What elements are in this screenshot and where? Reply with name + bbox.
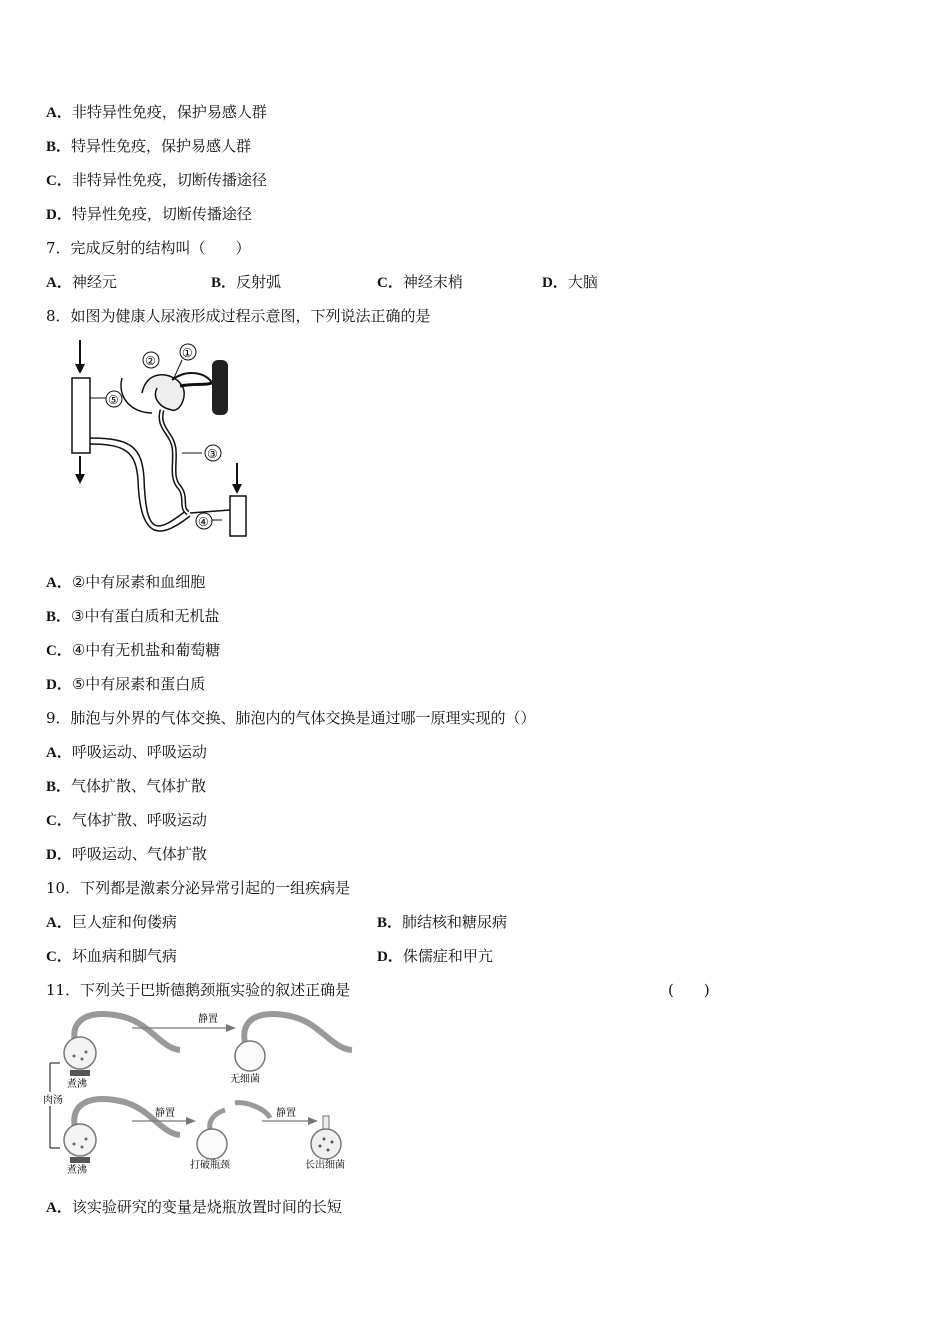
bacteria-grow-label: 长出细菌 [305, 1160, 345, 1171]
option-letter: C． [46, 643, 72, 659]
boil-label-bottom: 煮沸 [67, 1165, 87, 1176]
option-text: 呼吸运动、气体扩散 [71, 845, 207, 863]
option-letter: A． [46, 105, 72, 121]
q9-option-a[interactable] [46, 742, 207, 763]
option-letter: B． [46, 139, 72, 155]
option-text: 该实验研究的变量是烧瓶放置时间的长短 [71, 1198, 342, 1216]
q9-stem: 9．肺泡与外界的气体交换、肺泡内的气体交换是通过哪一原理实现的（） [46, 709, 536, 727]
option-letter: C． [46, 949, 72, 965]
option-text: 特异性免疫，保护易感人群 [71, 137, 252, 155]
q7-option-b[interactable] [211, 272, 281, 293]
option-letter: C． [377, 275, 403, 291]
option-text: ⑤中有尿素和蛋白质 [71, 675, 206, 693]
option-letter: B． [211, 275, 237, 291]
option-text: 非特异性免疫，保护易感人群 [71, 103, 267, 121]
q6-option-a[interactable] [46, 102, 267, 123]
q10-stem: 10．下列都是激素分泌异常引起的一组疾病是 [46, 879, 351, 897]
option-letter: A． [46, 745, 72, 761]
q10-option-d[interactable] [377, 946, 493, 967]
q7-option-c[interactable] [377, 272, 463, 293]
option-letter: C． [46, 813, 72, 829]
q9-option-c[interactable] [46, 810, 207, 831]
nephron-diagram [62, 338, 262, 543]
label-2: ② [145, 354, 156, 368]
q9-option-b[interactable] [46, 776, 206, 797]
option-text: 非特异性免疫，切断传播途径 [71, 171, 267, 189]
option-text: 反射弧 [236, 273, 282, 291]
q8-option-d[interactable] [46, 674, 205, 695]
q6-option-b[interactable] [46, 136, 251, 157]
q8-option-c[interactable] [46, 640, 220, 661]
option-text: ③中有蛋白质和无机盐 [71, 607, 220, 625]
option-letter: A． [46, 275, 72, 291]
label-5: ⑤ [108, 393, 119, 407]
q9-option-d[interactable] [46, 844, 207, 865]
label-3: ③ [207, 447, 218, 461]
option-text: 气体扩散、呼吸运动 [71, 811, 207, 829]
option-text: 大脑 [567, 273, 598, 291]
option-letter: A． [46, 915, 72, 931]
option-letter: A． [46, 575, 72, 591]
option-letter: C． [46, 173, 72, 189]
q7-option-a[interactable] [46, 272, 117, 293]
q10-option-b[interactable] [377, 912, 507, 933]
option-text: 侏儒症和甲亢 [402, 947, 493, 965]
q8-option-a[interactable] [46, 572, 205, 593]
option-letter: D． [542, 275, 568, 291]
option-letter: D． [377, 949, 403, 965]
option-letter: A． [46, 1200, 72, 1216]
option-text: ④中有无机盐和葡萄糖 [71, 641, 221, 659]
option-text: 呼吸运动、呼吸运动 [71, 743, 207, 761]
option-text: 巨人症和佝偻病 [71, 913, 177, 931]
option-text: 气体扩散、气体扩散 [71, 777, 207, 795]
q8-option-b[interactable] [46, 606, 219, 627]
q6-option-c[interactable] [46, 170, 267, 191]
option-letter: B． [377, 915, 403, 931]
q10-option-c[interactable] [46, 946, 177, 967]
broth-label: 肉汤 [43, 1095, 63, 1106]
option-text: 特异性免疫，切断传播途径 [71, 205, 252, 223]
q11-option-a[interactable] [46, 1197, 342, 1218]
q6-option-d[interactable] [46, 204, 252, 225]
boil-label-top: 煮沸 [67, 1079, 87, 1090]
break-neck-label: 打破瓶颈 [190, 1160, 230, 1171]
option-letter: B． [46, 779, 72, 795]
option-letter: D． [46, 677, 72, 693]
option-text: ②中有尿素和血细胞 [71, 573, 206, 591]
option-text: 坏血病和脚气病 [71, 947, 177, 965]
option-text: 神经元 [71, 273, 117, 291]
q11-stem: 11．下列关于巴斯德鹅颈瓶实验的叙述正确是 [46, 981, 351, 999]
stand-label-1: 静置 [198, 1014, 218, 1025]
q11-bracket: ( ) [668, 981, 710, 999]
q8-stem: 8．如图为健康人尿液形成过程示意图，下列说法正确的是 [46, 307, 431, 325]
option-text: 神经末梢 [402, 273, 463, 291]
no-bacteria-label: 无细菌 [230, 1074, 260, 1085]
option-letter: D． [46, 847, 72, 863]
pasteur-flask-diagram [40, 1008, 360, 1176]
q7-option-d[interactable] [542, 272, 598, 293]
stand-label-2: 静置 [155, 1108, 175, 1119]
option-text: 肺结核和糖尿病 [402, 913, 508, 931]
stand-label-3: 静置 [276, 1108, 296, 1119]
option-letter: D． [46, 207, 72, 223]
q7-stem: 7．完成反射的结构叫（ ） [46, 239, 251, 257]
label-4: ④ [198, 515, 209, 529]
q10-option-a[interactable] [46, 912, 177, 933]
option-letter: B． [46, 609, 72, 625]
label-1: ① [182, 346, 193, 360]
